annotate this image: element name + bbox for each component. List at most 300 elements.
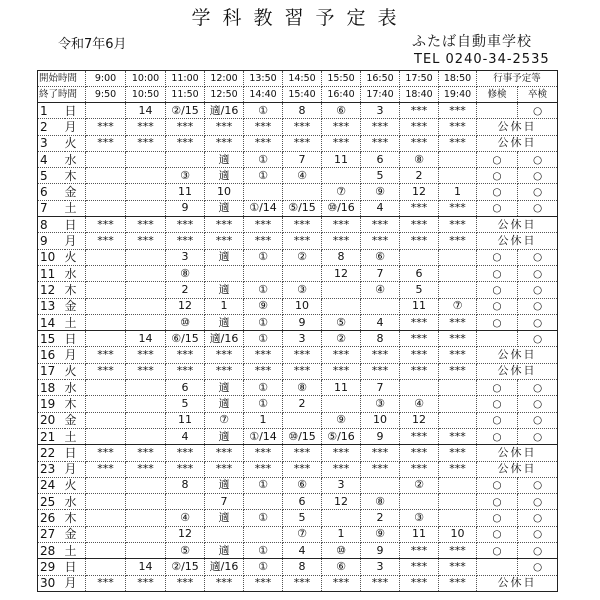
lesson-cell: 11 — [166, 412, 205, 428]
holiday-label: 公休日 — [477, 363, 558, 379]
lesson-cell: 10 — [361, 412, 400, 428]
lesson-cell: *** — [283, 119, 322, 135]
lesson-cell — [205, 265, 244, 281]
lesson-cell: 3 — [361, 103, 400, 119]
table-row — [38, 428, 558, 444]
lesson-cell: 12 — [166, 526, 205, 542]
shuken-cell: ○ — [477, 265, 518, 281]
lesson-cell: 8 — [361, 331, 400, 347]
weekday: 金 — [65, 298, 86, 314]
sotsuken-cell: ○ — [518, 412, 558, 428]
lesson-cell: 10 — [439, 526, 477, 542]
sotsuken-cell: ○ — [518, 168, 558, 184]
lesson-cell: 4 — [166, 428, 205, 444]
lesson-cell: *** — [322, 135, 361, 151]
lesson-cell: *** — [400, 135, 439, 151]
lesson-cell: *** — [439, 135, 477, 151]
lesson-cell: 5 — [400, 282, 439, 298]
lesson-cell — [126, 526, 166, 542]
lesson-cell: 14 — [126, 103, 166, 119]
shuken-cell: ○ — [477, 298, 518, 314]
lesson-cell — [244, 494, 283, 510]
lesson-cell — [322, 298, 361, 314]
lesson-cell: 1 — [205, 298, 244, 314]
lesson-cell — [86, 265, 126, 281]
lesson-cell: *** — [361, 217, 400, 233]
lesson-cell: ① — [244, 559, 283, 575]
lesson-cell: 適 — [205, 314, 244, 330]
lesson-cell: 6 — [166, 380, 205, 396]
lesson-cell — [126, 380, 166, 396]
weekday: 水 — [65, 380, 86, 396]
lesson-cell: *** — [166, 461, 205, 477]
lesson-cell — [86, 200, 126, 216]
lesson-cell: *** — [166, 445, 205, 461]
lesson-cell: *** — [86, 119, 126, 135]
lesson-cell — [126, 543, 166, 559]
lesson-cell: *** — [400, 445, 439, 461]
lesson-cell — [439, 477, 477, 493]
day-number: 6 — [38, 184, 65, 200]
lesson-cell: 11 — [400, 526, 439, 542]
weekday: 月 — [65, 575, 86, 591]
lesson-cell: *** — [400, 233, 439, 249]
lesson-cell: ① — [244, 282, 283, 298]
weekday: 土 — [65, 200, 86, 216]
lesson-cell — [126, 477, 166, 493]
lesson-cell: ⑥/15 — [166, 331, 205, 347]
lesson-cell: 適 — [205, 510, 244, 526]
lesson-cell: *** — [439, 575, 477, 591]
lesson-cell: 9 — [283, 314, 322, 330]
lesson-cell — [400, 494, 439, 510]
lesson-cell: *** — [86, 575, 126, 591]
lesson-cell: ① — [244, 380, 283, 396]
lesson-cell: ⑩/16 — [322, 200, 361, 216]
lesson-cell — [86, 494, 126, 510]
lesson-cell: ⑤/16 — [322, 428, 361, 444]
holiday-label: 公休日 — [477, 119, 558, 135]
day-number: 9 — [38, 233, 65, 249]
sotsuken-cell: ○ — [518, 249, 558, 265]
lesson-cell: *** — [400, 559, 439, 575]
lesson-cell: ⑦ — [322, 184, 361, 200]
lesson-cell: 8 — [283, 559, 322, 575]
lesson-cell — [283, 265, 322, 281]
weekday: 木 — [65, 168, 86, 184]
lesson-cell — [86, 249, 126, 265]
lesson-cell: 9 — [166, 200, 205, 216]
lesson-cell — [86, 314, 126, 330]
start-time-cell: 9:00 — [86, 71, 126, 87]
lesson-cell: 適 — [205, 477, 244, 493]
lesson-cell: *** — [244, 575, 283, 591]
table-row — [38, 135, 558, 151]
end-time-cell: 12:50 — [205, 87, 244, 103]
weekday: 日 — [65, 331, 86, 347]
lesson-cell — [322, 282, 361, 298]
weekday: 火 — [65, 249, 86, 265]
shuken-cell: ○ — [477, 184, 518, 200]
sotsuken-cell: ○ — [518, 314, 558, 330]
lesson-cell: 14 — [126, 559, 166, 575]
lesson-cell — [86, 168, 126, 184]
lesson-cell: 5 — [283, 510, 322, 526]
lesson-cell — [439, 510, 477, 526]
lesson-cell: *** — [205, 363, 244, 379]
lesson-cell: *** — [166, 217, 205, 233]
lesson-cell: *** — [205, 135, 244, 151]
lesson-cell: 1 — [244, 412, 283, 428]
table-row — [38, 314, 558, 330]
shuken-cell: ○ — [477, 314, 518, 330]
lesson-cell: ① — [244, 103, 283, 119]
lesson-cell: *** — [166, 347, 205, 363]
lesson-cell: ① — [244, 151, 283, 167]
sotsuken-cell: ○ — [518, 559, 558, 575]
lesson-cell: *** — [361, 119, 400, 135]
lesson-cell: ①/14 — [244, 200, 283, 216]
lesson-cell: ⑧ — [283, 380, 322, 396]
lesson-cell — [283, 184, 322, 200]
lesson-cell: ②/15 — [166, 103, 205, 119]
lesson-cell: 12 — [400, 184, 439, 200]
lesson-cell — [361, 477, 400, 493]
lesson-cell: 12 — [400, 412, 439, 428]
events-header: 行事予定等 — [477, 71, 558, 87]
lesson-cell: *** — [86, 445, 126, 461]
day-number: 26 — [38, 510, 65, 526]
lesson-cell — [439, 282, 477, 298]
lesson-cell: *** — [322, 233, 361, 249]
lesson-cell: 12 — [322, 265, 361, 281]
lesson-cell: 6 — [283, 494, 322, 510]
weekday: 水 — [65, 151, 86, 167]
start-time-cell: 12:00 — [205, 71, 244, 87]
lesson-cell: *** — [205, 461, 244, 477]
lesson-cell: 7 — [283, 151, 322, 167]
lesson-cell — [86, 380, 126, 396]
lesson-cell — [86, 428, 126, 444]
lesson-cell — [126, 412, 166, 428]
weekday: 土 — [65, 543, 86, 559]
lesson-cell — [126, 200, 166, 216]
lesson-cell: *** — [400, 575, 439, 591]
day-number: 27 — [38, 526, 65, 542]
lesson-cell: *** — [126, 233, 166, 249]
sotsuken-cell: ○ — [518, 298, 558, 314]
lesson-cell: *** — [283, 347, 322, 363]
day-number: 3 — [38, 135, 65, 151]
lesson-cell: ⑥ — [322, 559, 361, 575]
schedule-table — [37, 70, 558, 592]
sotsuken-header: 卒検 — [518, 87, 558, 103]
lesson-cell — [86, 477, 126, 493]
lesson-cell — [244, 265, 283, 281]
lesson-cell: *** — [361, 233, 400, 249]
shuken-cell — [477, 559, 518, 575]
table-row — [38, 510, 558, 526]
lesson-cell: *** — [361, 461, 400, 477]
weekday: 金 — [65, 184, 86, 200]
lesson-cell: 7 — [205, 494, 244, 510]
lesson-cell: ④ — [400, 396, 439, 412]
lesson-cell: 適/16 — [205, 103, 244, 119]
lesson-cell: 4 — [361, 200, 400, 216]
lesson-cell: *** — [86, 233, 126, 249]
sotsuken-cell: ○ — [518, 428, 558, 444]
lesson-cell: *** — [400, 331, 439, 347]
sotsuken-cell: ○ — [518, 200, 558, 216]
table-row — [38, 461, 558, 477]
lesson-cell — [439, 396, 477, 412]
lesson-cell — [244, 526, 283, 542]
table-row — [38, 298, 558, 314]
day-number: 8 — [38, 217, 65, 233]
start-time-cell: 17:50 — [400, 71, 439, 87]
lesson-cell: 適 — [205, 249, 244, 265]
lesson-cell: *** — [400, 103, 439, 119]
lesson-cell: *** — [283, 445, 322, 461]
sotsuken-cell: ○ — [518, 151, 558, 167]
sotsuken-cell: ○ — [518, 282, 558, 298]
end-time-cell: 11:50 — [166, 87, 205, 103]
table-row — [38, 380, 558, 396]
lesson-cell: ⑥ — [283, 477, 322, 493]
lesson-cell: *** — [361, 445, 400, 461]
lesson-cell: 適 — [205, 543, 244, 559]
day-number: 25 — [38, 494, 65, 510]
lesson-cell: *** — [126, 119, 166, 135]
lesson-cell: *** — [439, 233, 477, 249]
end-time-cell: 16:40 — [322, 87, 361, 103]
lesson-cell — [126, 510, 166, 526]
end-time-cell: 19:40 — [439, 87, 477, 103]
lesson-cell — [361, 298, 400, 314]
lesson-cell: *** — [439, 119, 477, 135]
end-time-label: 終了時間 — [38, 87, 86, 103]
lesson-cell: *** — [322, 461, 361, 477]
lesson-cell: *** — [244, 347, 283, 363]
lesson-cell: *** — [126, 461, 166, 477]
lesson-cell: 12 — [322, 494, 361, 510]
lesson-cell: 11 — [322, 151, 361, 167]
lesson-cell: ④ — [283, 168, 322, 184]
holiday-label: 公休日 — [477, 233, 558, 249]
day-number: 5 — [38, 168, 65, 184]
lesson-cell — [322, 168, 361, 184]
lesson-cell: ⑨ — [361, 184, 400, 200]
lesson-cell: ④ — [361, 282, 400, 298]
lesson-cell: ⑦ — [439, 298, 477, 314]
holiday-label: 公休日 — [477, 347, 558, 363]
lesson-cell: ③ — [283, 282, 322, 298]
lesson-cell: ① — [244, 331, 283, 347]
lesson-cell — [86, 396, 126, 412]
lesson-cell: 2 — [283, 396, 322, 412]
end-time-row — [38, 87, 558, 103]
day-number: 22 — [38, 445, 65, 461]
lesson-cell: *** — [244, 445, 283, 461]
weekday: 月 — [65, 119, 86, 135]
lesson-cell: 5 — [166, 396, 205, 412]
lesson-cell: *** — [400, 461, 439, 477]
lesson-cell — [86, 282, 126, 298]
lesson-cell — [166, 151, 205, 167]
sotsuken-cell: ○ — [518, 477, 558, 493]
table-row — [38, 168, 558, 184]
table-row — [38, 103, 558, 119]
weekday: 金 — [65, 526, 86, 542]
lesson-cell: 適 — [205, 380, 244, 396]
lesson-cell: *** — [283, 461, 322, 477]
lesson-cell: *** — [322, 445, 361, 461]
day-number: 7 — [38, 200, 65, 216]
shuken-cell: ○ — [477, 396, 518, 412]
start-time-label: 開始時間 — [38, 71, 86, 87]
phone-number: TEL 0240-34-2535 — [414, 52, 550, 67]
sotsuken-cell: ○ — [518, 494, 558, 510]
lesson-cell — [439, 412, 477, 428]
lesson-cell: *** — [400, 314, 439, 330]
table-row — [38, 184, 558, 200]
lesson-cell: *** — [322, 217, 361, 233]
holiday-label: 公休日 — [477, 445, 558, 461]
shuken-cell — [477, 331, 518, 347]
lesson-cell: ⑩/15 — [283, 428, 322, 444]
lesson-cell — [283, 412, 322, 428]
table-row — [38, 445, 558, 461]
shuken-cell: ○ — [477, 510, 518, 526]
lesson-cell: 適 — [205, 282, 244, 298]
lesson-cell: 3 — [283, 331, 322, 347]
lesson-cell: *** — [322, 363, 361, 379]
weekday: 日 — [65, 559, 86, 575]
end-time-cell: 17:40 — [361, 87, 400, 103]
table-row — [38, 282, 558, 298]
lesson-cell: *** — [86, 347, 126, 363]
lesson-cell: ⑤ — [322, 314, 361, 330]
lesson-cell: 適 — [205, 151, 244, 167]
lesson-cell — [439, 494, 477, 510]
lesson-cell: 9 — [361, 543, 400, 559]
lesson-cell: ② — [283, 249, 322, 265]
table-row — [38, 412, 558, 428]
lesson-cell: 1 — [439, 184, 477, 200]
lesson-cell — [86, 331, 126, 347]
sotsuken-cell: ○ — [518, 184, 558, 200]
lesson-cell: *** — [439, 461, 477, 477]
lesson-cell: *** — [439, 543, 477, 559]
lesson-cell — [439, 151, 477, 167]
table-row — [38, 347, 558, 363]
lesson-cell: ① — [244, 249, 283, 265]
lesson-cell: ① — [244, 543, 283, 559]
lesson-cell: 10 — [283, 298, 322, 314]
end-time-cell: 10:50 — [126, 87, 166, 103]
lesson-cell: 8 — [166, 477, 205, 493]
table-row — [38, 233, 558, 249]
lesson-cell: *** — [244, 119, 283, 135]
table-row — [38, 396, 558, 412]
sotsuken-cell: ○ — [518, 543, 558, 559]
lesson-cell: *** — [400, 363, 439, 379]
weekday: 火 — [65, 135, 86, 151]
shuken-cell: ○ — [477, 477, 518, 493]
day-number: 2 — [38, 119, 65, 135]
school-name: ふたば自動車学校 — [412, 34, 532, 50]
day-number: 17 — [38, 363, 65, 379]
lesson-cell — [86, 412, 126, 428]
lesson-cell: 10 — [205, 184, 244, 200]
lesson-cell: *** — [126, 347, 166, 363]
lesson-cell — [126, 396, 166, 412]
lesson-cell: *** — [400, 217, 439, 233]
lesson-cell: *** — [205, 233, 244, 249]
lesson-cell: 適/16 — [205, 559, 244, 575]
lesson-cell: ① — [244, 314, 283, 330]
weekday: 日 — [65, 445, 86, 461]
shuken-cell: ○ — [477, 151, 518, 167]
lesson-cell: ⑧ — [400, 151, 439, 167]
lesson-cell — [86, 510, 126, 526]
lesson-cell: 5 — [361, 168, 400, 184]
shuken-cell: ○ — [477, 380, 518, 396]
day-number: 4 — [38, 151, 65, 167]
weekday: 日 — [65, 103, 86, 119]
lesson-cell: 2 — [166, 282, 205, 298]
lesson-cell: *** — [86, 461, 126, 477]
lesson-cell: 7 — [361, 380, 400, 396]
shuken-cell: ○ — [477, 168, 518, 184]
day-number: 29 — [38, 559, 65, 575]
shuken-cell: ○ — [477, 412, 518, 428]
weekday: 火 — [65, 477, 86, 493]
lesson-cell: 6 — [361, 151, 400, 167]
lesson-cell: ①/14 — [244, 428, 283, 444]
holiday-label: 公休日 — [477, 135, 558, 151]
day-number: 21 — [38, 428, 65, 444]
lesson-cell: ③ — [166, 168, 205, 184]
lesson-cell — [439, 249, 477, 265]
lesson-cell: *** — [126, 363, 166, 379]
table-row — [38, 119, 558, 135]
sotsuken-cell: ○ — [518, 103, 558, 119]
day-number: 1 — [38, 103, 65, 119]
end-time-cell: 15:40 — [283, 87, 322, 103]
lesson-cell — [126, 249, 166, 265]
end-time-cell: 18:40 — [400, 87, 439, 103]
lesson-cell: *** — [400, 119, 439, 135]
lesson-cell: ⑥ — [361, 249, 400, 265]
lesson-cell: *** — [166, 233, 205, 249]
lesson-cell: ② — [322, 331, 361, 347]
day-number: 13 — [38, 298, 65, 314]
lesson-cell: 適 — [205, 428, 244, 444]
lesson-cell — [126, 314, 166, 330]
lesson-cell — [86, 103, 126, 119]
lesson-cell: ⑩ — [166, 314, 205, 330]
lesson-cell: *** — [166, 575, 205, 591]
lesson-cell: ⑤/15 — [283, 200, 322, 216]
lesson-cell: 適 — [205, 396, 244, 412]
table-row — [38, 331, 558, 347]
lesson-cell — [244, 184, 283, 200]
table-row — [38, 575, 558, 591]
sotsuken-cell: ○ — [518, 265, 558, 281]
lesson-cell: *** — [439, 445, 477, 461]
table-row — [38, 526, 558, 542]
